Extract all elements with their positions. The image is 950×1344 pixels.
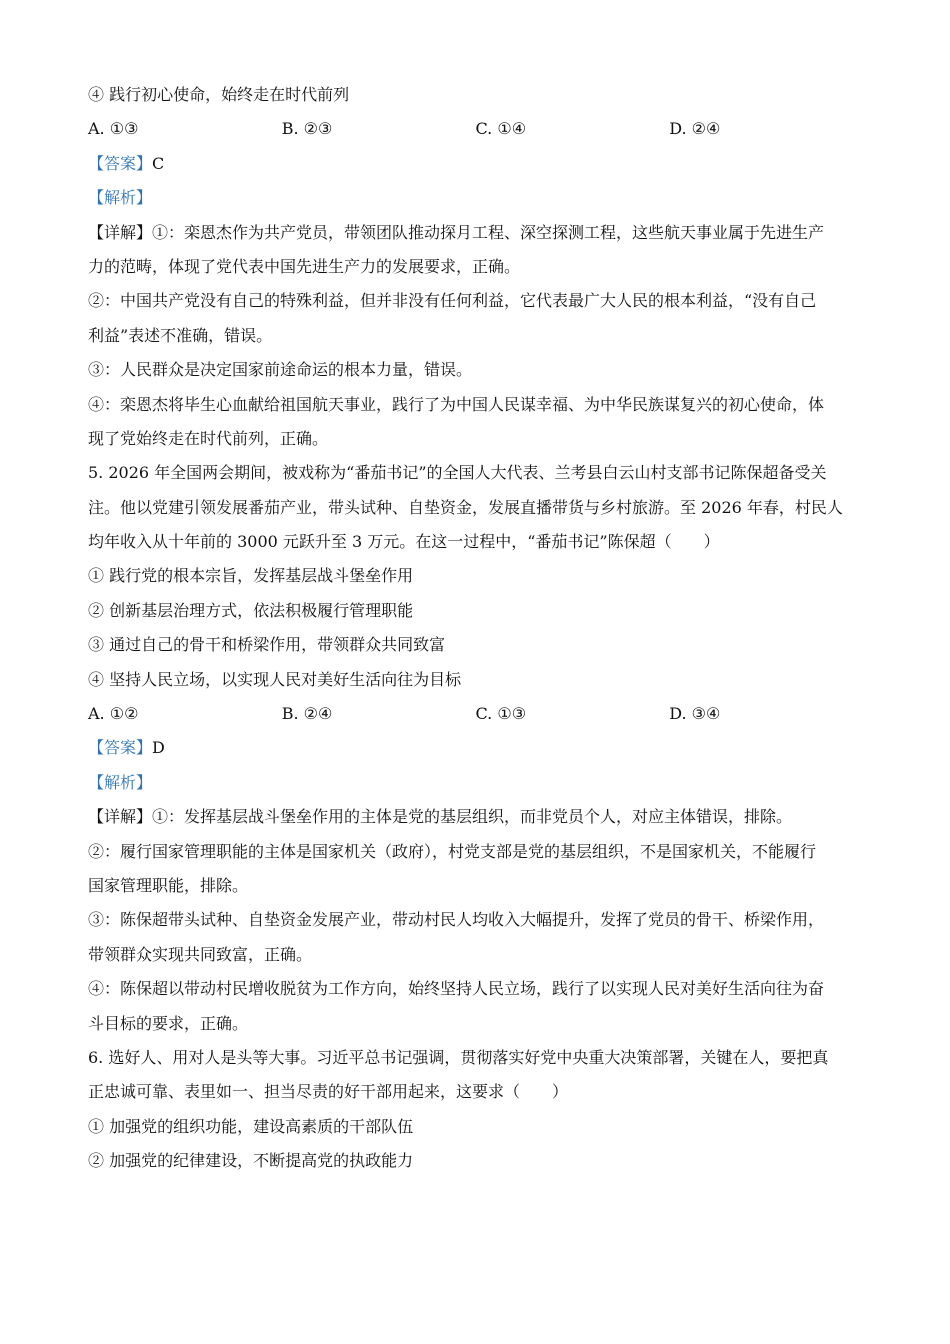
q5-detail-line: 斗目标的要求，正确。: [88, 1013, 249, 1033]
answer-tag: 【答案】: [88, 153, 153, 173]
q4-choice-a: A. ①③: [88, 119, 139, 139]
q4-detail-line: 利益”表述不准确，错误。: [88, 325, 273, 345]
detail-text: ①：发挥基层战斗堡垒作用的主体是党的基层组织，而非党员个人，对应主体错误，排除。: [152, 807, 793, 827]
answer-value: D: [152, 738, 165, 758]
q5-choice-c: C. ①③: [475, 704, 527, 724]
detail-text: ①：栾恩杰作为共产党员，带领团队推动探月工程、深空探测工程，这些航天事业属于先进生产: [152, 222, 825, 242]
q4-detail-line: ②：中国共产党没有自己的特殊利益，但并非没有任何利益，它代表最广大人民的根本利益，“没有自己: [88, 291, 817, 311]
q4-detail-line: ④：栾恩杰将毕生心血献给祖国航天事业，践行了为中国人民谋幸福、为中华民族谋复兴的初心使命，体: [88, 394, 825, 414]
q4-choice-b: B. ②③: [281, 119, 333, 139]
q5-detail-line: ③：陈保超带头试种、自垫资金发展产业，带动村民人均收入大幅提升，发挥了党员的骨干、桥梁作用，: [88, 910, 825, 930]
q5-option-item: ① 践行党的根本宗旨，发挥基层战斗堡垒作用: [88, 566, 414, 586]
q5-stem-line: 均年收入从十年前的 3000 元跃升至 3 万元。在这一过程中，“番茄书记”陈保超（ ）: [88, 532, 720, 552]
q4-detail-line: 现了党始终走在时代前列，正确。: [88, 428, 329, 448]
q5-analysis-tag: 【解析】: [88, 772, 153, 792]
q5-option-item: ③ 通过自己的骨干和桥梁作用，带领群众共同致富: [88, 635, 446, 655]
q4-analysis-tag: 【解析】: [88, 188, 153, 208]
q5-choices: [88, 697, 863, 731]
q4-detail-line: 力的范畴，体现了党代表中国先进生产力的发展要求，正确。: [88, 256, 521, 276]
q4-option-item-4: ④ 践行初心使命，始终走在时代前列: [88, 85, 350, 104]
q5-detail-line: ④：陈保超以带动村民增收脱贫为工作方向，始终坚持人民立场，践行了以实现人民对美好生活向往为奋: [88, 979, 825, 999]
q5-option-item: ② 创新基层治理方式，依法积极履行管理职能: [88, 600, 414, 620]
answer-value: C: [152, 153, 165, 173]
q4-detail-line: [88, 216, 863, 250]
q6-stem-line: 正忠诚可靠、表里如一、担当尽责的好干部用起来，这要求（ ）: [88, 1082, 569, 1102]
q5-detail-line: ②：履行国家管理职能的主体是国家机关（政府），村党支部是党的基层组织，不是国家机关，不能履行: [88, 841, 817, 861]
q6-option-item: ① 加强党的组织功能，建设高素质的干部队伍: [88, 1116, 414, 1136]
answer-tag: 【答案】: [88, 738, 153, 758]
q4-choice-c: C. ①④: [475, 119, 527, 139]
q5-answer: [88, 731, 863, 765]
q5-detail-line: 国家管理职能，排除。: [88, 875, 249, 895]
q6-option-item: ② 加强党的纪律建设，不断提高党的执政能力: [88, 1151, 414, 1171]
q4-answer: [88, 147, 863, 181]
detail-tag: 【详解】: [88, 222, 153, 242]
q4-choices: [88, 112, 863, 146]
q5-detail-line: 带领群众实现共同致富，正确。: [88, 944, 313, 964]
q6-stem-line: 6. 选好人、用对人是头等大事。习近平总书记强调，贯彻落实好党中央重大决策部署，关键在人，要把真: [88, 1047, 829, 1067]
q5-stem-line: 注。他以党建引领发展番茄产业，带头试种、自垫资金，发展直播带货与乡村旅游。至 2026 年春，村民人: [88, 497, 843, 517]
q5-choice-a: A. ①②: [88, 704, 139, 724]
document-content: [88, 78, 863, 1179]
q5-choice-d: D. ③④: [669, 704, 721, 724]
q5-choice-b: B. ②④: [281, 704, 333, 724]
q5-detail-line: [88, 800, 863, 834]
q4-detail-line: ③：人民群众是决定国家前途命运的根本力量，错误。: [88, 360, 473, 380]
q5-option-item: ④ 坚持人民立场，以实现人民对美好生活向往为目标: [88, 669, 462, 689]
q5-stem-line: 5. 2026 年全国两会期间，被戏称为“番茄书记”的全国人大代表、兰考县白云山村支部书记陈保超备受关: [88, 463, 827, 483]
q4-choice-d: D. ②④: [669, 119, 721, 139]
detail-tag: 【详解】: [88, 807, 153, 827]
